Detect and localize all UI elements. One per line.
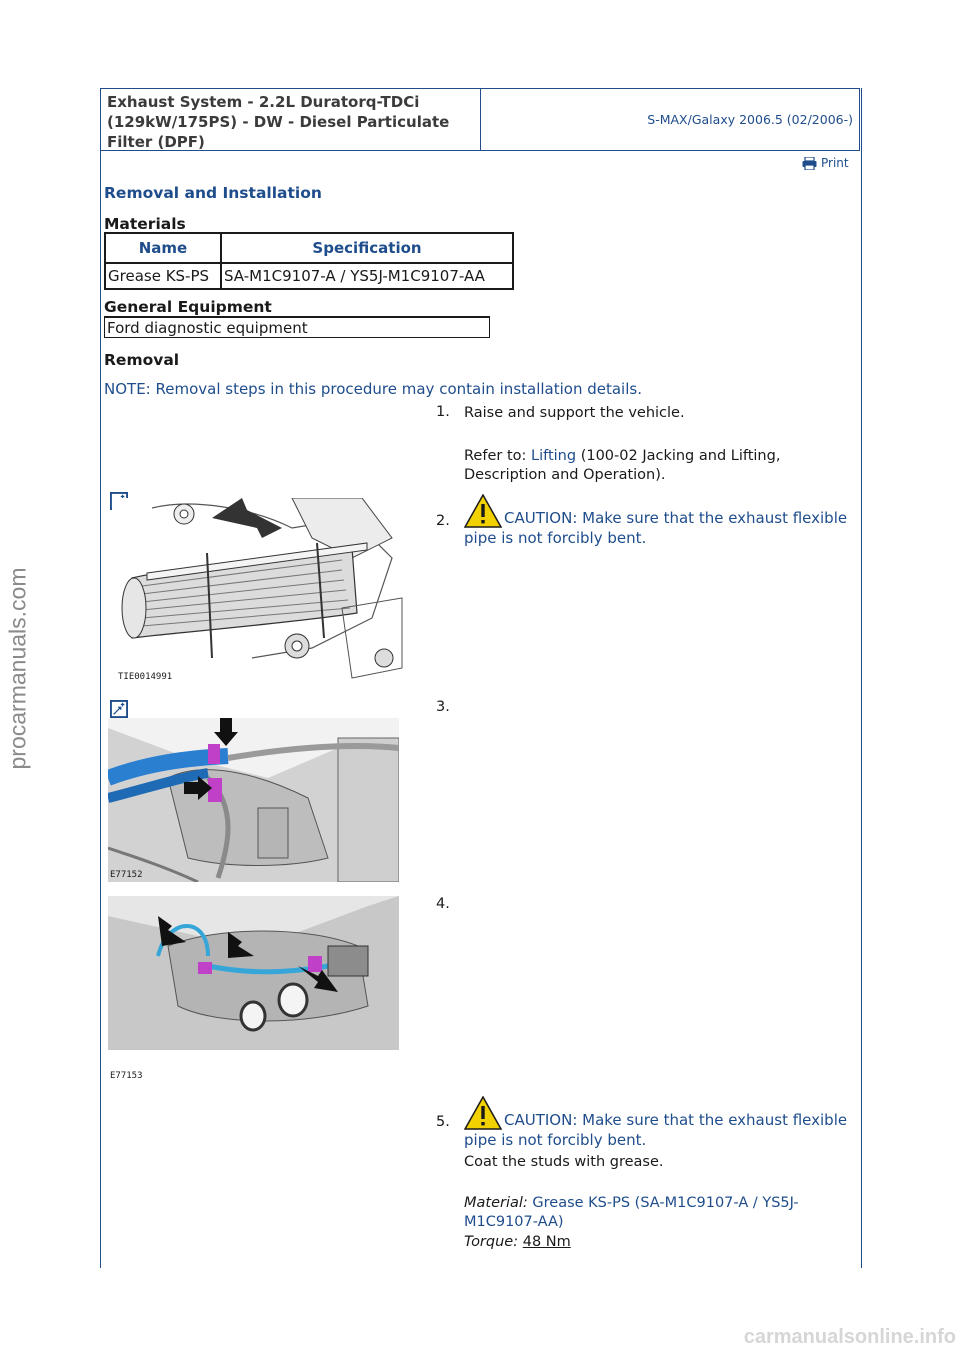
- refer-prefix: Refer to:: [464, 448, 527, 464]
- figure-dpf-connectors: [108, 896, 399, 1050]
- torque-label: Torque:: [464, 1234, 519, 1250]
- side-watermark: procarmanuals.com: [4, 567, 31, 770]
- zoom-icon[interactable]: [110, 700, 128, 718]
- step-1-number: 1.: [436, 404, 450, 420]
- model-label: S-MAX/Galaxy 2006.5 (02/2006-): [647, 112, 853, 127]
- print-label: Print: [821, 156, 849, 170]
- materials-heading: Materials: [104, 215, 186, 233]
- step-2-number: 2.: [436, 513, 450, 529]
- step-1-reference: [464, 447, 844, 485]
- figure-1-label: TIE0014991: [118, 672, 173, 682]
- step-4-number: 4.: [436, 896, 450, 912]
- step-5-material: [464, 1194, 844, 1232]
- figure-flex-pipe: [112, 498, 407, 684]
- step-5-caution: [464, 1096, 854, 1150]
- bottom-watermark: carmanualsonline.info: [743, 1326, 956, 1348]
- print-button[interactable]: [802, 156, 849, 170]
- step-5-text: Coat the studs with grease.: [464, 1154, 664, 1170]
- figure-sensor-pipe: [108, 718, 399, 882]
- figure-2-label: E77152: [110, 870, 143, 880]
- warning-icon: [464, 1096, 502, 1130]
- removal-note: NOTE: Removal steps in this procedure may contain installation details.: [104, 380, 642, 398]
- col-name: Name: [105, 233, 221, 263]
- document-title: Exhaust System - 2.2L Duratorq-TDCi (129kW/175PS) - DW - Diesel Particulate Filter (DPF): [101, 89, 481, 150]
- materials-header-row: [105, 233, 513, 263]
- refer-suffix: (100-02 Jacking and Lifting, Description and Operation).: [464, 448, 781, 483]
- step-3-number: 3.: [436, 699, 450, 715]
- figure-3-label: E77153: [110, 1071, 143, 1081]
- step-5-torque: [464, 1233, 844, 1252]
- step-5-caution-text: CAUTION: Make sure that the exhaust flexible pipe is not forcibly bent.: [464, 1111, 848, 1149]
- material-link[interactable]: Grease KS-PS (SA-M1C9107-A / YS5J-M1C9107-AA): [464, 1195, 799, 1230]
- warning-icon: [464, 494, 502, 528]
- torque-value: 48 Nm: [522, 1234, 571, 1250]
- table-row: [105, 263, 513, 289]
- step-5-number: 5.: [436, 1114, 450, 1130]
- step-1-text: Raise and support the vehicle.: [464, 405, 685, 421]
- document-header: [100, 88, 860, 151]
- equipment-item: Ford diagnostic equipment: [104, 316, 490, 338]
- section-title: Removal and Installation: [104, 184, 322, 202]
- lifting-link[interactable]: Lifting: [531, 448, 577, 464]
- col-specification: Specification: [221, 233, 513, 263]
- material-label: Material:: [464, 1195, 528, 1211]
- equipment-heading: General Equipment: [104, 298, 272, 316]
- materials-table: [104, 232, 514, 290]
- step-2-caution-text: CAUTION: Make sure that the exhaust flexible pipe is not forcibly bent.: [464, 509, 848, 547]
- material-spec: SA-M1C9107-A / YS5J-M1C9107-AA: [221, 263, 513, 289]
- step-2-caution: [464, 494, 854, 548]
- printer-icon: [802, 157, 817, 170]
- material-name: Grease KS-PS: [105, 263, 221, 289]
- removal-heading: Removal: [104, 351, 180, 369]
